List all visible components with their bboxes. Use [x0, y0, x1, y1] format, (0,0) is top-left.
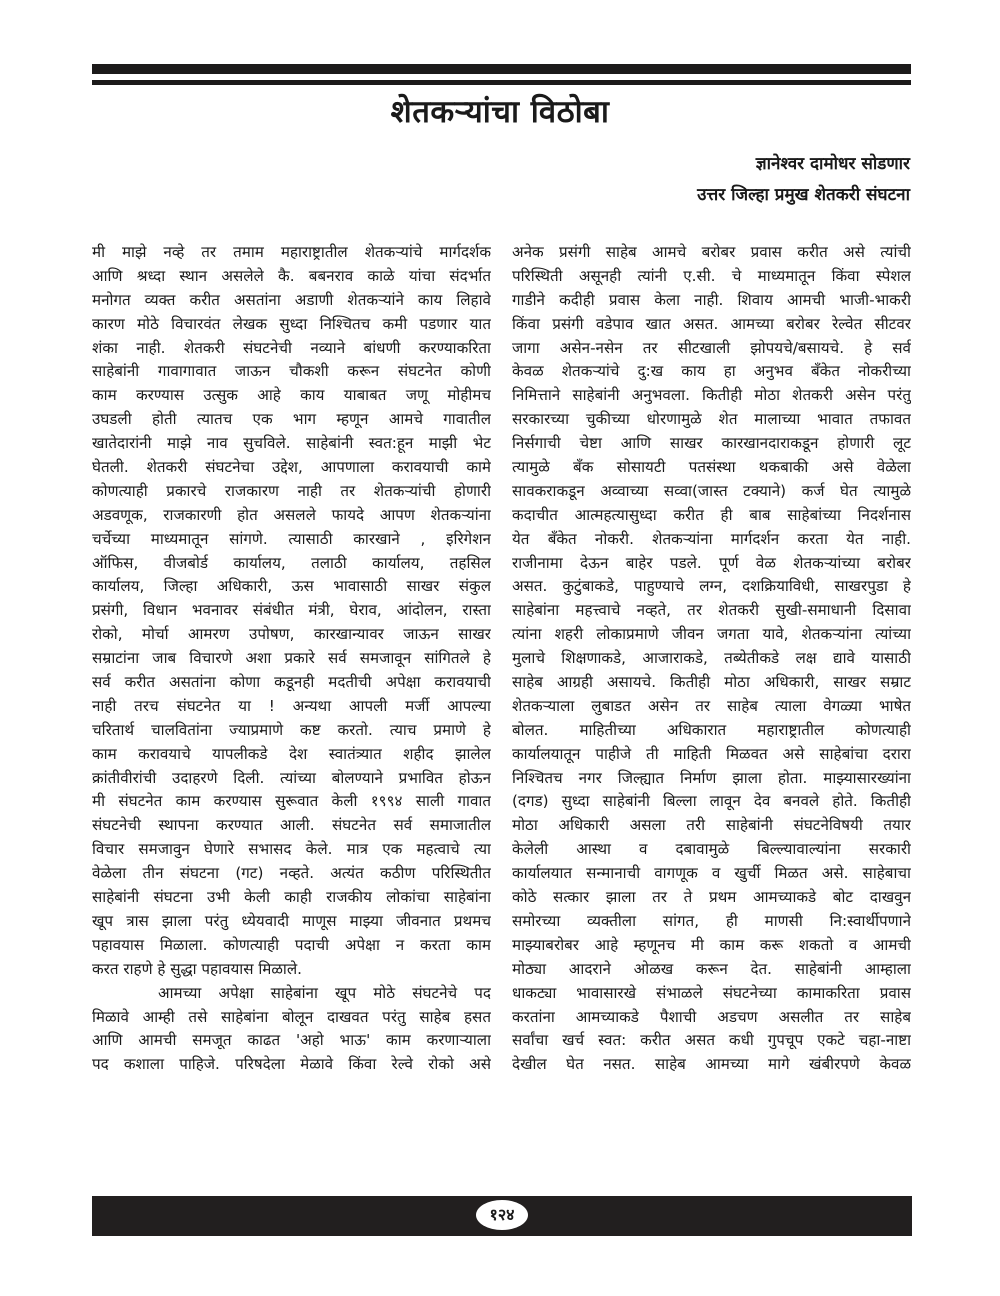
- text-line: कारण मोठे विचारवंत लेखक सुध्दा निश्चितच कमी पडणार यात: [92, 314, 491, 333]
- page-number: १२४: [476, 1200, 528, 1230]
- text-line: मुलाचे शिक्षणाकडे, आजाराकडे, तब्येतीकडे लक्ष द्यावे यासाठी: [512, 649, 911, 668]
- text-line: मी संघटनेत काम करण्यास सुरूवात केली १९९४ साली गावात: [92, 792, 491, 811]
- text-line: (दगड) सुध्दा साहेबांनी बिल्ला लावून देव बनवले होते. कितीही: [512, 792, 911, 811]
- article-title: शेतकऱ्यांचा विठोबा: [390, 94, 610, 130]
- text-line: करतांना आमच्याकडे पैशाची अडचण असलीत तर साहेब: [512, 1007, 911, 1026]
- text-line: क्रांतीवीरांची उदाहरणे दिली. त्यांच्या बोलण्याने प्रभावित होऊन: [92, 768, 491, 787]
- text-line: ऑफिस, वीजबोर्ड कार्यालय, तलाठी कार्यालय, तहसिल: [92, 553, 491, 572]
- text-line: किंवा प्रसंगी वडेपाव खात असत. आमच्या बरोबर रेल्वेत सीटवर: [512, 314, 911, 333]
- text-line: साहेबांना महत्त्वाचे नव्हते, तर शेतकरी सुखी-समाधानी दिसावा: [512, 601, 911, 620]
- text-line: रोको, मोर्चा आमरण उपोषण, कारखान्यावर जाऊन साखर: [92, 625, 491, 644]
- text-line: काम करावयाचे यापलीकडे देश स्वातंत्र्यात शहीद झालेल: [92, 744, 491, 763]
- text-line: कोठे सत्कार झाला तर ते प्रथम आमच्याकडे बोट दाखवुन: [512, 888, 911, 907]
- text-line: मोठा अधिकारी असला तरी साहेबांनी संघटनेविषयी तयार: [512, 816, 911, 835]
- text-line: सर्व करीत असतांना कोणा कडूनही मदतीची अपेक्षा करावयाची: [92, 673, 491, 692]
- text-line: पद कशाला पाहिजे. परिषदेला मेळावे किंवा रेल्वे रोको असे: [92, 1055, 491, 1074]
- text-line: परिस्थिती असूनही त्यांनी ए.सी. चे माध्यमातून किंवा स्पेशल: [512, 266, 911, 285]
- text-line: कदाचीत आत्महत्यासुध्दा करीत ही बाब साहेबांच्या निदर्शनास: [512, 505, 911, 524]
- header-rule-thin: [92, 80, 911, 85]
- text-line: समोरच्या व्यक्तीला सांगत, ही माणसी नि:स्वार्थीपणाने: [512, 911, 911, 930]
- text-line: उघडली होती त्यातच एक भाग म्हणून आमचे गावातील: [92, 410, 491, 429]
- text-line: जागा असेन-नसेन तर सीटखाली झोपयचे/बसायचे. हे सर्व: [512, 338, 911, 357]
- text-line: निमित्ताने साहेबांनी अनुभवला. कितीही मोठा शेतकरी असेन परंतु: [512, 386, 911, 405]
- text-line: साहेबांनी गावागावात जाऊन चौकशी करून संघटनेत कोणी: [92, 362, 491, 381]
- left-column: [92, 241, 491, 1077]
- text-line: असत. कुटुंबाकडे, पाहुण्याचे लग्न, दशक्रियाविधी, साखरपुडा हे: [512, 577, 911, 596]
- text-line: सरकारच्या चुकीच्या धोरणामुळे शेत मालाच्या भावात तफावत: [512, 410, 911, 429]
- text-line: देखील घेत नसत. साहेब आमच्या मागे खंबीरपणे केवळ: [512, 1055, 911, 1074]
- text-line: निर्सगाची चेष्टा आणि साखर कारखानदाराकडून होणारी लूट: [512, 434, 911, 453]
- text-line: सर्वांचा खर्च स्वत: करीत असत कधी गुपचूप एकटे चहा-नाष्टा: [512, 1031, 911, 1050]
- text-line: आणि श्रध्दा स्थान असलेले कै. बबनराव काळे यांचा संदर्भात: [92, 266, 491, 285]
- text-line: कार्यालयातून पाहीजे ती माहिती मिळवत असे साहेबांचा दरारा: [512, 744, 911, 763]
- text-line: सावकराकडून अव्वाच्या सव्वा(जास्त टक्याने) कर्ज घेत त्यामुळे: [512, 481, 911, 500]
- text-line: शेतकऱ्याला लुबाडत असेन तर साहेब त्याला वेगळ्या भाषेत: [512, 696, 911, 715]
- text-line: आणि आमची समजूत काढत 'अहो भाऊ' काम करणाऱ्याला: [92, 1031, 491, 1050]
- text-line: प्रसंगी, विधान भवनावर संबंधीत मंत्री, घेराव, आंदोलन, रास्ता: [92, 601, 491, 620]
- text-line: त्यांना शहरी लोकाप्रमाणे जीवन जगता यावे, शेतकऱ्यांना त्यांच्या: [512, 625, 911, 644]
- text-line: शंका नाही. शेतकरी संघटनेची नव्याने बांधणी करण्याकरिता: [92, 338, 491, 357]
- text-line: खूप त्रास झाला परंतु ध्येयवादी माणूस माझ्या जीवनात प्रथमच: [92, 911, 491, 930]
- text-line: येत बँकेत नोकरी. शेतकऱ्यांना मार्गदर्शन करता येत नाही.: [512, 529, 911, 548]
- text-line: राजीनामा देऊन बाहेर पडले. पूर्ण वेळ शेतकऱ्यांच्या बरोबर: [512, 553, 911, 572]
- text-line: बोलत. माहितीच्या अधिकारात महाराष्ट्रातील कोणत्याही: [512, 720, 911, 739]
- text-line: गाडीने कदीही प्रवास केला नाही. शिवाय आमची भाजी-भाकरी: [512, 290, 911, 309]
- footer-band: [92, 1196, 912, 1236]
- text-line: केवळ शेतकऱ्यांचे दु:ख काय हा अनुभव बँकेत नोकरीच्या: [512, 362, 911, 381]
- text-line: कार्यालय, जिल्हा अधिकारी, ऊस भावासाठी साखर संकुल: [92, 577, 491, 596]
- text-line: कोणत्याही प्रकारचे राजकारण नाही तर शेतकऱ्यांची होणारी: [92, 481, 491, 500]
- text-line: वेळेला तीन संघटना (गट) नव्हते. अत्यंत कठीण परिस्थितीत: [92, 864, 491, 883]
- text-line: नाही तरच संघटनेत या ! अन्यथा आपली मर्जी आपल्या: [92, 696, 491, 715]
- text-line: सम्राटांना जाब विचारणे अशा प्रकारे सर्व समजावून सांगितले हे: [92, 649, 491, 668]
- text-line: साहेबांनी संघटना उभी केली काही राजकीय लोकांचा साहेबांना: [92, 888, 491, 907]
- author-name: ज्ञानेश्वर दामोधर सोडणार: [755, 154, 910, 174]
- text-line: चरितार्थ चालवितांना ज्याप्रमाणे कष्ट करतो. त्याच प्रमाणे हे: [92, 720, 491, 739]
- text-line: मी माझे नव्हे तर तमाम महाराष्ट्रातील शेतकऱ्यांचे मार्गदर्शक: [92, 243, 491, 261]
- text-line: मोठ्या आदराने ओळख करून देत. साहेबांनी आम्हाला: [512, 959, 911, 978]
- text-line: अनेक प्रसंगी साहेब आमचे बरोबर प्रवास करीत असे त्यांची: [512, 243, 911, 261]
- text-line: चर्चेच्या माध्यमातून सांगणे. त्यासाठी कारखाने , इरिगेशन: [92, 529, 491, 548]
- text-line: त्यामुळे बँक सोसायटी पतसंस्था थकबाकी असे वेळेला: [512, 458, 911, 477]
- text-line: संघटनेची स्थापना करण्यात आली. संघटनेत सर्व समाजातील: [92, 816, 491, 835]
- text-line: करत राहणे हे सुद्धा पहावयास मिळाले.: [92, 959, 302, 978]
- text-line: निश्चितच नगर जिल्ह्यात निर्माण झाला होता. माझ्यासारख्यांना: [512, 768, 911, 787]
- text-line: आमच्या अपेक्षा साहेबांना खूप मोठे संघटनेचे पद: [158, 983, 491, 1002]
- text-line: साहेब आग्रही असायचे. कितीही मोठा अधिकारी, साखर सम्राट: [512, 673, 911, 692]
- text-line: खातेदारांनी माझे नाव सुचविले. साहेबांनी स्वत:हून माझी भेट: [92, 434, 491, 453]
- text-line: कार्यालयात सन्मानाची वागणूक व खुर्ची मिळत असे. साहेबाचा: [512, 864, 911, 883]
- text-line: धाकट्या भावासारखे संभाळले संघटनेच्या कामाकरिता प्रवास: [512, 983, 911, 1002]
- text-line: घेतली. शेतकरी संघटनेचा उद्देश, आपणाला करावयाची कामे: [92, 458, 491, 477]
- text-line: विचार समजावुन घेणारे सभासद केले. मात्र एक महत्वाचे त्या: [92, 840, 491, 859]
- text-line: अडवणूक, राजकारणी होत असलले फायदे आपण शेतकऱ्यांना: [92, 505, 491, 524]
- text-line: केलेली आस्था व दबावामुळे बिल्ल्यावाल्यांना सरकारी: [512, 840, 911, 859]
- text-line: मिळावे आम्ही तसे साहेबांना बोलून दाखवत परंतु साहेब हसत: [92, 1007, 491, 1026]
- text-line: काम करण्यास उत्सुक आहे काय याबाबत जणू मोहीमच: [92, 386, 491, 405]
- text-line: पहावयास मिळाला. कोणत्याही पदाची अपेक्षा न करता काम: [92, 935, 491, 954]
- author-role: उत्तर जिल्हा प्रमुख शेतकरी संघटना: [697, 185, 910, 205]
- header-rule-thick: [92, 64, 911, 74]
- text-line: माझ्याबरोबर आहे म्हणूनच मी काम करू शकतो व आमची: [512, 935, 911, 954]
- right-column: [512, 241, 911, 1077]
- text-line: मनोगत व्यक्त करीत असतांना अडाणी शेतकऱ्यांने काय लिहावे: [92, 290, 491, 309]
